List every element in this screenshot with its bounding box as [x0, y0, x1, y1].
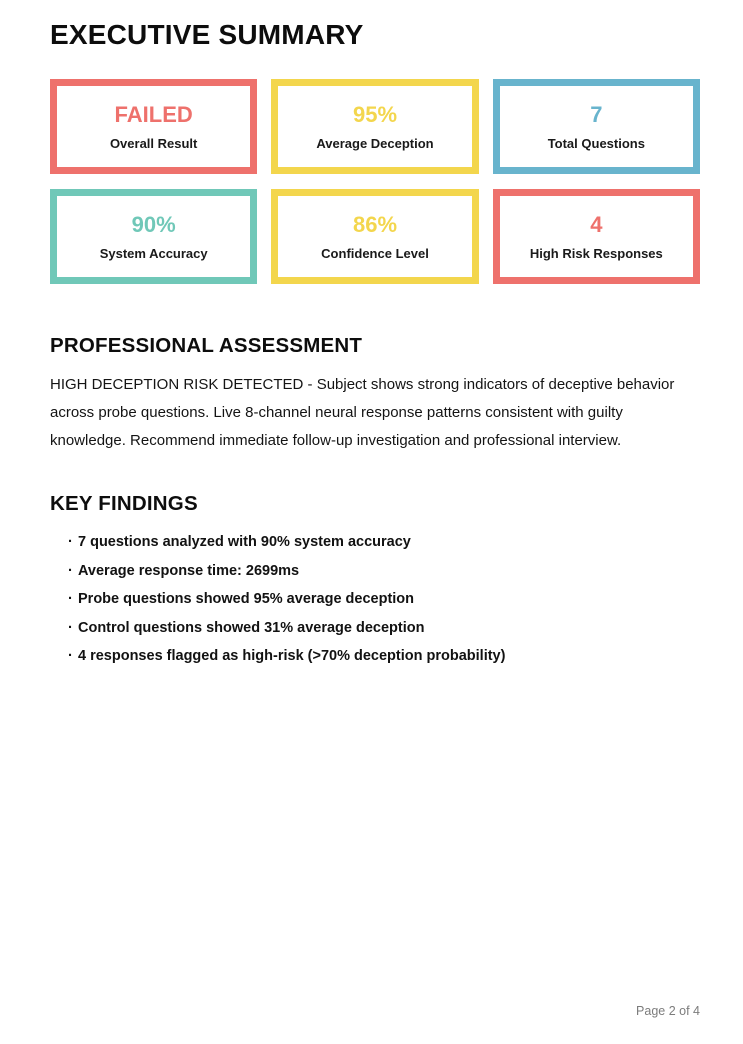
stat-label: System Accuracy [99, 245, 208, 261]
key-finding-item: · 4 responses flagged as high-risk (>70% deception probability) [68, 649, 700, 664]
stat-value: 4 [590, 211, 603, 237]
stat-value: 90% [131, 211, 176, 237]
page-number-indicator: Page 2 of 4 [636, 1004, 700, 1018]
professional-assessment-heading: PROFESSIONAL ASSESSMENT [50, 334, 363, 357]
summary-cards-grid [50, 79, 700, 284]
key-finding-item: · Average response time: 2699ms [68, 564, 700, 579]
stat-label: High Risk Responses [529, 245, 663, 261]
professional-assessment-body: HIGH DECEPTION RISK DETECTED - Subject shows strong indicators of deceptive behavior across probe questions. Live 8-channel neural response patterns consistent with guilty knowledge. Recommend immediate follow-up investigation and professional interview. [50, 376, 675, 449]
stat-label: Average Deception [316, 135, 434, 151]
page-title: EXECUTIVE SUMMARY [50, 19, 364, 50]
stat-card-total-questions [493, 79, 700, 174]
key-findings-heading: KEY FINDINGS [50, 492, 198, 515]
stat-value: 95% [352, 101, 398, 127]
stat-value: 86% [352, 211, 398, 237]
key-finding-item: · Control questions showed 31% average deception [68, 621, 700, 636]
stat-label: Confidence Level [321, 245, 429, 261]
key-finding-item: · 7 questions analyzed with 90% system accuracy [68, 535, 700, 550]
stat-value: FAILED [114, 101, 193, 127]
stat-card-confidence-level [271, 189, 478, 284]
stat-value: 7 [590, 101, 603, 127]
key-finding-item: · Probe questions showed 95% average deception [68, 592, 700, 607]
stat-card-average-deception [271, 79, 478, 174]
stat-label: Overall Result [109, 135, 198, 151]
stat-card-high-risk-responses [493, 189, 700, 284]
stat-label: Total Questions [547, 135, 645, 151]
stat-card-system-accuracy [50, 189, 257, 284]
stat-card-overall-result [50, 79, 257, 174]
key-findings-list [50, 535, 700, 664]
